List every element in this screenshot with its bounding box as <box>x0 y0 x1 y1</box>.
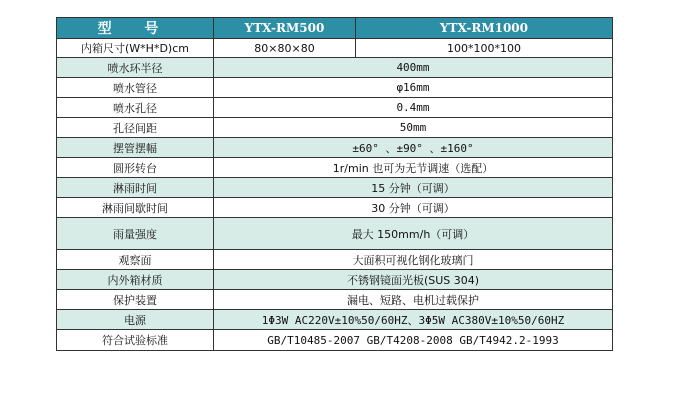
row-value: 漏电、短路、电机过载保护 <box>214 290 613 310</box>
row-value: 最大 150mm/h（可调） <box>214 218 613 250</box>
row-value: ±60° 、±90° 、±160° <box>214 138 613 158</box>
table-row <box>57 198 613 218</box>
row-label: 喷水孔径 <box>57 98 214 118</box>
row-value: 30 分钟（可调） <box>214 198 613 218</box>
row-value: 不锈钢镜面光板(SUS 304) <box>214 270 613 290</box>
table-row <box>57 39 613 58</box>
spec-table <box>56 17 613 351</box>
row-label: 摆管摆幅 <box>57 138 214 158</box>
row-value: 15 分钟（可调） <box>214 178 613 198</box>
table-row <box>57 98 613 118</box>
row-label: 符合试验标准 <box>57 330 214 351</box>
row-value: 1r/min 也可为无节调速（选配） <box>214 158 613 178</box>
header-model-a: YTX-RM500 <box>214 18 356 39</box>
table-row <box>57 158 613 178</box>
row-label: 淋雨时间 <box>57 178 214 198</box>
table-row <box>57 178 613 198</box>
table-row <box>57 250 613 270</box>
table-row <box>57 218 613 250</box>
row-label: 喷水环半径 <box>57 58 214 78</box>
row-value: 50mm <box>214 118 613 138</box>
table-row <box>57 310 613 330</box>
row-value: GB/T10485-2007 GB/T4208-2008 GB/T4942.2-1993 <box>214 330 613 351</box>
row-value-a: 80×80×80 <box>214 39 356 58</box>
row-label: 喷水管径 <box>57 78 214 98</box>
row-label: 圆形转台 <box>57 158 214 178</box>
table-row <box>57 330 613 351</box>
row-value: 1Φ3W AC220V±10%50/60HZ、3Φ5W AC380V±10%50/60HZ <box>214 310 613 330</box>
table-row <box>57 78 613 98</box>
table-row <box>57 270 613 290</box>
row-label: 内外箱材质 <box>57 270 214 290</box>
row-value: 大面积可视化钢化玻璃门 <box>214 250 613 270</box>
row-label: 孔径间距 <box>57 118 214 138</box>
header-row <box>57 18 613 39</box>
row-value: 400mm <box>214 58 613 78</box>
row-label: 内箱尺寸(W*H*D)cm <box>57 39 214 58</box>
row-label: 电源 <box>57 310 214 330</box>
row-label: 观察面 <box>57 250 214 270</box>
header-model-b: YTX-RM1000 <box>356 18 613 39</box>
row-value-b: 100*100*100 <box>356 39 613 58</box>
row-value: 0.4mm <box>214 98 613 118</box>
table-row <box>57 118 613 138</box>
row-label: 保护装置 <box>57 290 214 310</box>
row-label: 淋雨间歇时间 <box>57 198 214 218</box>
table-row <box>57 138 613 158</box>
header-model-label: 型 号 <box>57 18 214 39</box>
table-row <box>57 290 613 310</box>
row-label: 雨量强度 <box>57 218 214 250</box>
row-value: φ16mm <box>214 78 613 98</box>
table-row <box>57 58 613 78</box>
